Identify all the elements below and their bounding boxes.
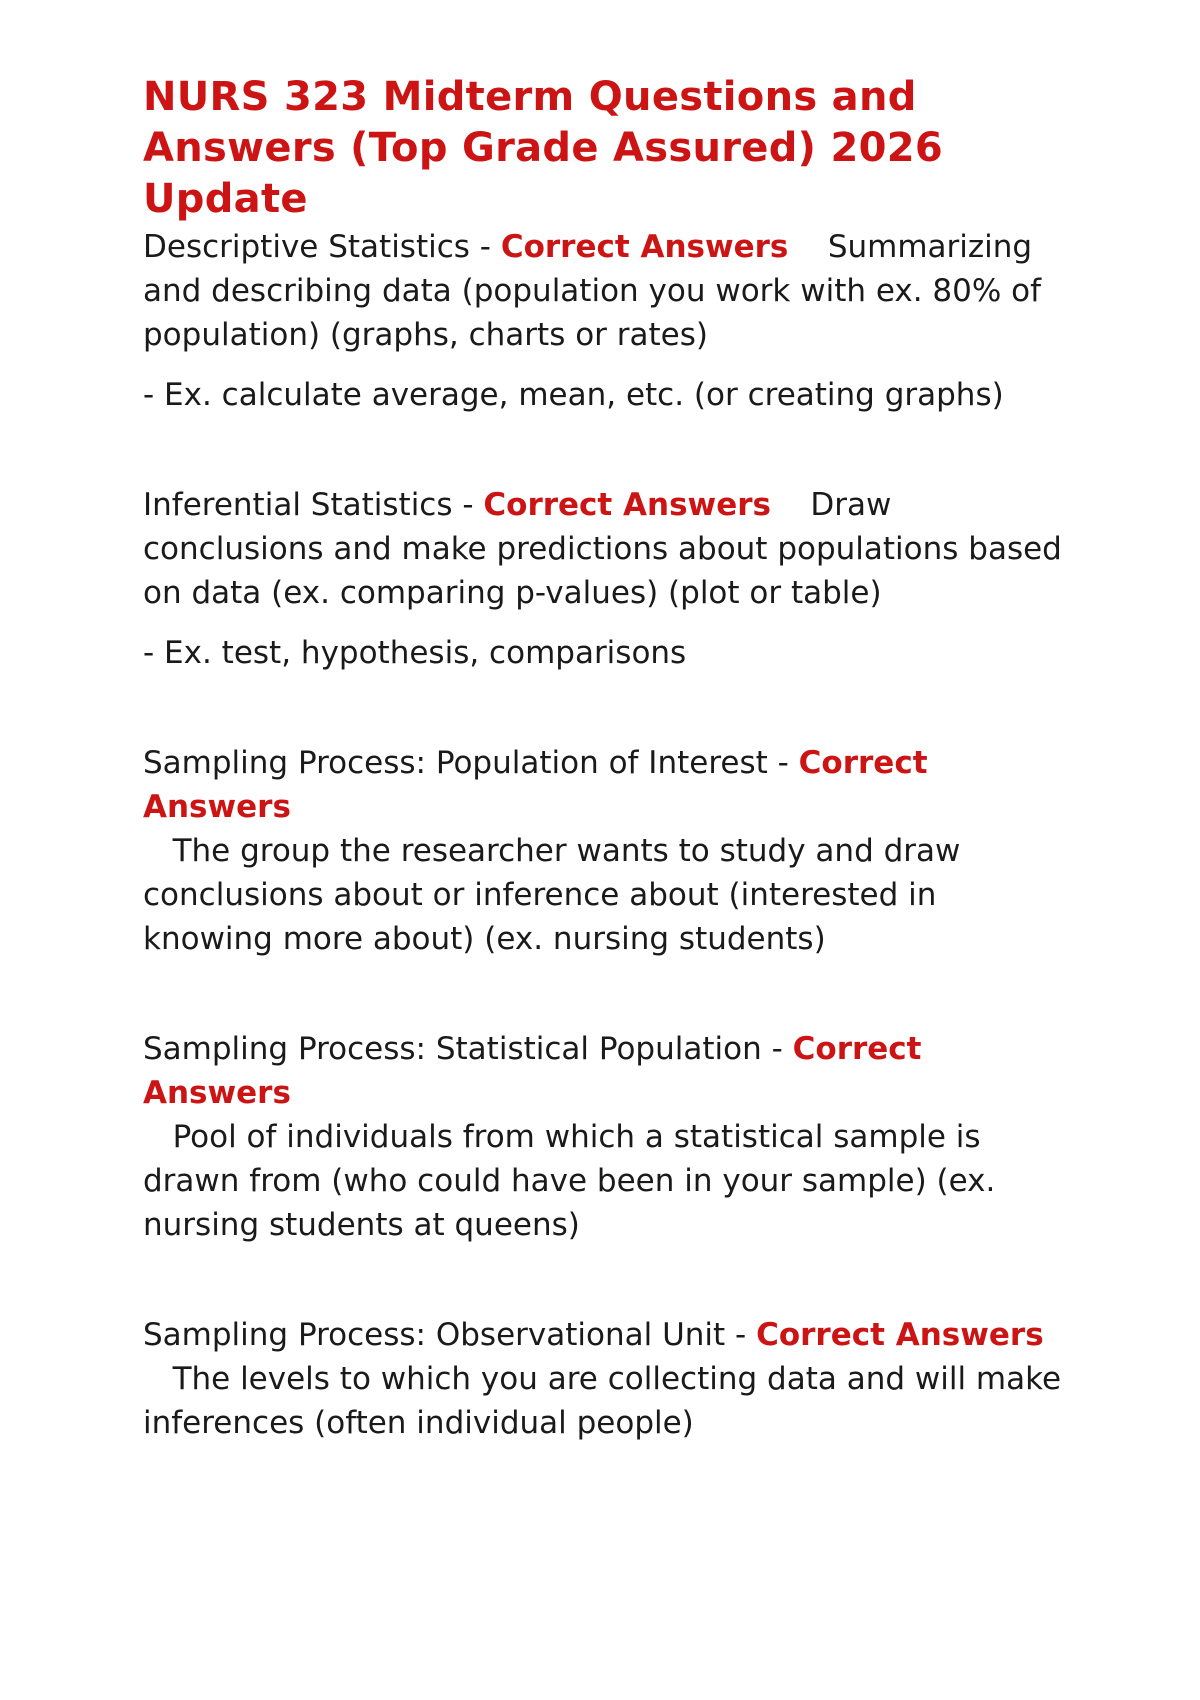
qa-text: [143, 1313, 1063, 1445]
question-term: Sampling Process: Observational Unit -: [143, 1317, 757, 1353]
example-note: - Ex. test, hypothesis, comparisons: [143, 635, 687, 671]
question-term: Inferential Statistics -: [143, 487, 484, 523]
answer-tag: Correct Answers: [143, 745, 928, 825]
qa-text: [143, 741, 1063, 961]
answer-text: The levels to which you are collecting data and will make inferences (often individual people): [143, 1361, 1062, 1441]
answer-tag: Correct Answers: [500, 229, 789, 265]
answer-text: The group the researcher wants to study and draw conclusions about or inference about (interested in knowing more about) (ex. nursing students): [143, 833, 961, 957]
qa-entry-population-of-interest: [143, 741, 1063, 961]
qa-text: [143, 225, 1063, 357]
document-title: NURS 323 Midterm Questions and Answers (Top Grade Assured) 2026 Update: [143, 74, 943, 222]
question-term: Descriptive Statistics -: [143, 229, 501, 265]
answer-text: Pool of individuals from which a statistical sample is drawn from (who could have been in your sample) (ex. nursing students at queens): [143, 1119, 996, 1243]
question-term: Sampling Process: Statistical Population -: [143, 1031, 793, 1067]
qa-entry-observational-unit: [143, 1313, 1063, 1445]
qa-text: [143, 483, 1063, 615]
example-note: - Ex. calculate average, mean, etc. (or creating graphs): [143, 377, 1004, 413]
answer-text: Summarizing and describing data (population you work with ex. 80% of population) (graphs, charts or rates): [143, 229, 1042, 353]
qa-text: [143, 1027, 1063, 1247]
qa-entry-inferential-statistics: [143, 483, 1063, 675]
answer-tag: Correct Answers: [143, 1031, 922, 1111]
document-page: [143, 72, 1063, 1445]
answer-text: Draw conclusions and make predictions about populations based on data (ex. comparing p-values) (plot or table): [143, 487, 1062, 611]
qa-entry-descriptive-statistics: [143, 225, 1063, 417]
answer-tag: Correct Answers: [756, 1317, 1044, 1353]
answer-tag: Correct Answers: [483, 487, 771, 523]
question-term: Sampling Process: Population of Interest -: [143, 745, 799, 781]
qa-entry-statistical-population: [143, 1027, 1063, 1247]
